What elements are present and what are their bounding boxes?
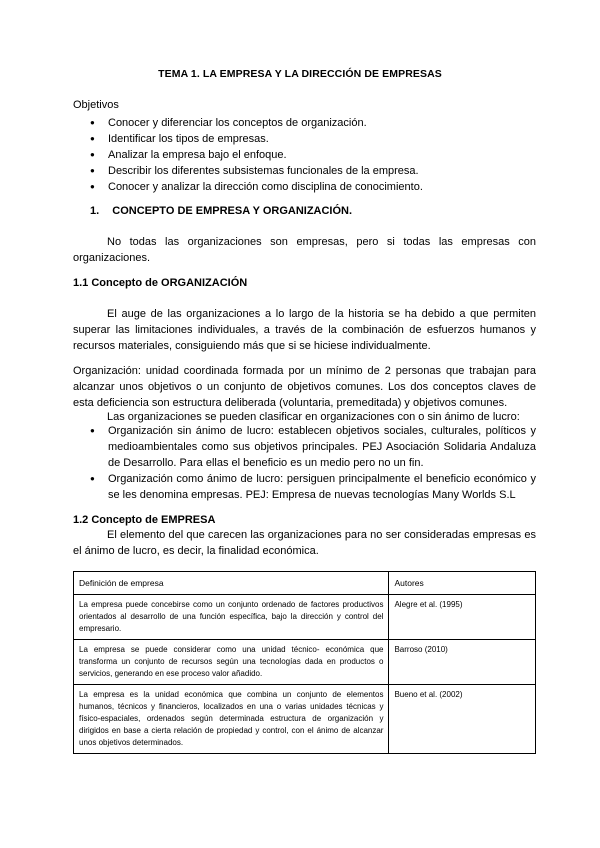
table-row xyxy=(74,685,536,754)
author-cell: Alegre et al. (1995) xyxy=(389,595,536,640)
definition-cell: La empresa puede concebirse como un conjunto ordenado de factores productivos orientados al desarrollo de una función específica, bajo la dirección y control del empresario. xyxy=(74,595,389,640)
list-item: ● Conocer y diferenciar los conceptos de organización. xyxy=(88,115,548,131)
section-1-1-heading xyxy=(73,277,247,289)
list-item: ● Analizar la empresa bajo el enfoque. xyxy=(88,147,548,163)
section-1-intro: No todas las organizaciones son empresas, pero si todas las empresas con organizaciones. xyxy=(73,236,536,264)
column-header-authors: Autores xyxy=(389,572,536,595)
paragraph: Las organizaciones se pueden clasificar en organizaciones con o sin ánimo de lucro: xyxy=(107,411,520,423)
heading-prefix: 1.1 Concepto de xyxy=(73,277,162,289)
heading-prefix: 1.2 Concepto de xyxy=(73,514,162,526)
author-cell: Bueno et al. (2002) xyxy=(389,685,536,754)
list-item: ● Identificar los tipos de empresas. xyxy=(88,131,548,147)
heading-keyword: EMPRESA xyxy=(161,514,216,526)
section-1-2-heading xyxy=(73,514,215,526)
organization-types-list xyxy=(88,423,536,503)
table-row xyxy=(74,595,536,640)
heading-keyword: ORGANIZACIÓN xyxy=(161,277,248,289)
author-cell: Barroso (2010) xyxy=(389,640,536,685)
objectives-list xyxy=(88,115,548,195)
section-1-heading xyxy=(90,205,352,217)
definition-cell: La empresa se puede considerar como una unidad técnico- económica que transforma un conjunto de recursos según una tecnologías dada en productos o servicios, generando en ese proceso valor añadido. xyxy=(74,640,389,685)
list-item: ● Organización sin ánimo de lucro: establecen objetivos sociales, culturales, políticos y medioambientales como sus objetivos principales. PEJ Asociación Solidaria Andaluza de Desarrollo. Para ellas el beneficio es un medio pero no un fin. xyxy=(88,423,536,471)
section-title: CONCEPTO DE EMPRESA Y ORGANIZACIÓN. xyxy=(112,205,353,217)
paragraph: El elemento del que carecen las organizaciones para no ser consideradas empresas es el ánimo de lucro, es decir, la finalidad económica. xyxy=(73,529,536,557)
objectives-label: Objetivos xyxy=(73,99,119,111)
paragraph: El auge de las organizaciones a lo largo de la historia se ha debido a que permiten superar las limitaciones individuales, a través de la combinación de esfuerzos humanos y recursos materiales, consiguiendo más que si se hiciese individualmente. xyxy=(73,308,536,352)
list-item: ● Conocer y analizar la dirección como disciplina de conocimiento. xyxy=(88,179,548,195)
list-item: ● Describir los diferentes subsistemas funcionales de la empresa. xyxy=(88,163,548,179)
definition-cell: La empresa es la unidad económica que combina un conjunto de elementos humanos, técnicos y financieros, localizados en una o varias unidades técnicas y físico-espaciales, ordenados según determinada estructura de organización y dirigidos en base a cierta relación de propiedad y control, con el ánimo de alcanzar unos objetivos determinados. xyxy=(74,685,389,754)
section-number: 1. xyxy=(90,205,100,217)
column-header-definition: Definición de empresa xyxy=(74,572,389,595)
table-row xyxy=(74,640,536,685)
list-item: ● Organización como ánimo de lucro: persiguen principalmente el beneficio económico y se les denomina empresas. PEJ: Empresa de nuevas tecnologías Many Worlds S.L xyxy=(88,471,536,503)
definitions-table xyxy=(73,571,536,754)
document-title: TEMA 1. LA EMPRESA Y LA DIRECCIÓN DE EMPRESAS xyxy=(158,68,442,80)
paragraph: Organización: unidad coordinada formada por un mínimo de 2 personas que trabajan para alcanzar unos objetivos o un conjunto de objetivos comunes. Los dos conceptos claves de esta deficiencia son estructura deliberada (voluntaria, premeditada) y objetivos comunes. xyxy=(73,365,536,409)
table-header-row xyxy=(74,572,536,595)
